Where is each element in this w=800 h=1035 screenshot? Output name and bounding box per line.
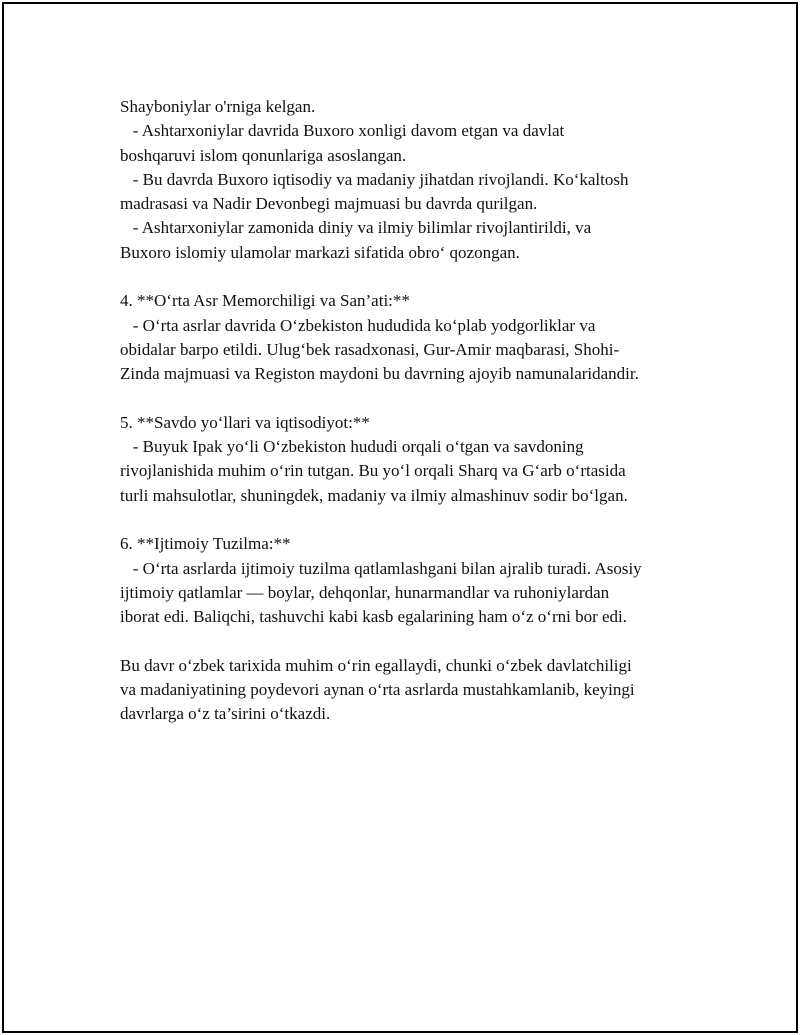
text-line: - Oʻrta asrlarda ijtimoiy tuzilma qatlamlashgani bilan ajralib turadi. Asosiy [120, 558, 642, 578]
text-line: obidalar barpo etildi. Ulugʻbek rasadxonasi, Gur-Amir maqbarasi, Shohi- [120, 339, 620, 359]
paragraph-spacer [120, 265, 700, 289]
text-line: davrlarga oʻz ta’sirini oʻtkazdi. [120, 704, 331, 724]
paragraph-conclusion [120, 654, 700, 727]
text-line: Bu davr oʻzbek tarixida muhim oʻrin egallaydi, chunki oʻzbek davlatchiligi [120, 655, 632, 675]
text-line: iborat edi. Baliqchi, tashuvchi kabi kasb egalarining ham oʻz oʻrni bor edi. [120, 607, 628, 627]
text-line: ijtimoiy qatlamlar — boylar, dehqonlar, hunarmandlar va ruhoniylardan [120, 582, 610, 602]
document-body [120, 95, 700, 727]
text-line: turli mahsulotlar, shuningdek, madaniy va ilmiy almashinuv sodir boʻlgan. [120, 485, 628, 505]
text-line: - Oʻrta asrlar davrida Oʻzbekiston hududida koʻplab yodgorliklar va [120, 315, 596, 335]
text-line: va madaniyatining poydevori aynan oʻrta asrlarda mustahkamlanib, keyingi [120, 680, 635, 700]
text-line: - Buyuk Ipak yoʻli Oʻzbekiston hududi orqali oʻtgan va savdoning [120, 437, 584, 457]
paragraph-spacer [120, 387, 700, 411]
text-line: - Bu davrda Buxoro iqtisodiy va madaniy jihatdan rivojlandi. Koʻkaltosh [120, 169, 629, 189]
text-line: - Ashtarxoniylar davrida Buxoro xonligi davom etgan va davlat [120, 121, 565, 141]
text-line: boshqaruvi islom qonunlariga asoslangan. [120, 145, 407, 165]
paragraph-spacer [120, 630, 700, 654]
text-line: Buxoro islomiy ulamolar markazi sifatida obroʻ qozongan. [120, 242, 520, 262]
section-heading: 4. **Oʻrta Asr Memorchiligi va San’ati:** [120, 291, 410, 311]
text-line: - Ashtarxoniylar zamonida diniy va ilmiy bilimlar rivojlantirildi, va [120, 218, 592, 238]
section-trade-routes [120, 411, 700, 508]
text-line: madrasasi va Nadir Devonbegi majmuasi bu davrda qurilgan. [120, 194, 538, 214]
paragraph-ashtarxoniylar [120, 95, 700, 265]
section-social-structure [120, 532, 700, 629]
text-line: Shayboniylar o'rniga kelgan. [120, 97, 316, 116]
text-line: Zinda majmuasi va Registon maydoni bu davrning ajoyib namunalaridandir. [120, 364, 639, 384]
section-architecture [120, 289, 700, 386]
document-page [2, 2, 798, 1033]
paragraph-spacer [120, 508, 700, 532]
text-line: rivojlanishida muhim oʻrin tutgan. Bu yoʻl orqali Sharq va Gʻarb oʻrtasida [120, 461, 626, 481]
section-heading: 5. **Savdo yoʻllari va iqtisodiyot:** [120, 412, 370, 432]
section-heading: 6. **Ijtimoiy Tuzilma:** [120, 534, 291, 554]
